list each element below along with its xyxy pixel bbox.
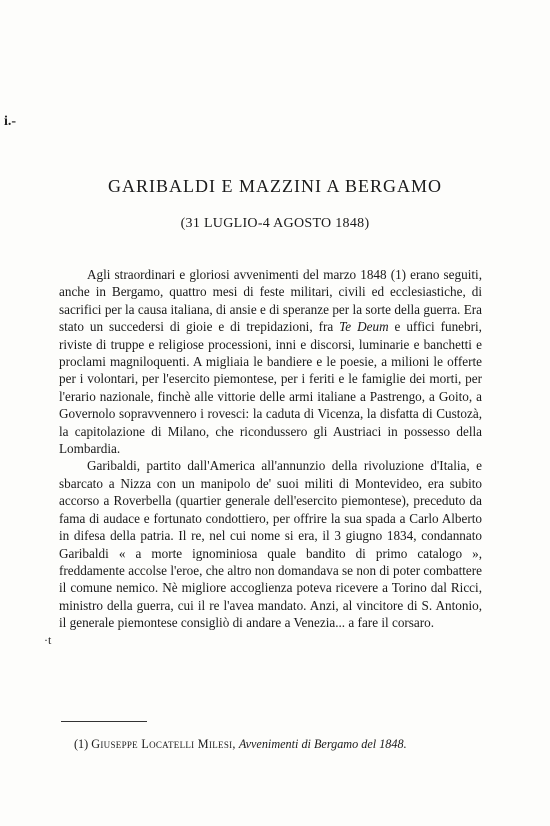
paragraph-2 <box>59 457 482 631</box>
footnote-author: Giuseppe Locatelli Milesi, <box>91 737 236 751</box>
paragraph-1 <box>59 266 482 457</box>
article-title: GARIBALDI E MAZZINI A BERGAMO <box>108 176 442 196</box>
footnote-year: 1848. <box>379 737 407 751</box>
footnote <box>74 737 494 752</box>
paragraph-1-text-after: e uffici funebri, riviste di truppe e religiose processioni, inni e discorsi, luminarie e banchetti e proclami magniloquenti. A migliaia le bandiere e le poesie, a milioni le offerte per i volontari, per l'esercito piemontese, per i feriti e le famiglie dei morti, per l'erario nazionale, finchè alle vittorie delle armi italiane a Pastrengo, a Goito, a Governolo sopravvennero i rovesci: la caduta di Vicenza, la disfatta di Custozà, la capitolazione di Milano, che ricondussero gli Austriaci in possesso della Lombardia. <box>59 319 482 457</box>
body-text <box>59 266 482 632</box>
footnote-marker: (1) <box>74 737 89 751</box>
article-subtitle: (31 LUGLIO-4 AGOSTO 1848) <box>180 216 370 231</box>
te-deum-italic: Te Deum <box>339 319 389 335</box>
footnote-work: Avvenimenti di Bergamo del <box>238 737 377 751</box>
margin-mark-top: i.- <box>4 114 17 129</box>
margin-mark-left: ·t <box>44 633 52 647</box>
paragraph-1-text: Agli straordinari e gloriosi avvenimenti del marzo 1848 (1) erano seguiti, anche in Bergamo, quattro mesi di feste militari, civili ed ecclesiastiche, di sacrifici per la causa italiana, di ansie e di speranze per la sorte della guerra. Era stato un succedersi di gioie e di trepidazioni, fra <box>59 267 482 335</box>
footnote-divider <box>61 721 147 722</box>
paragraph-2-text: Garibaldi, partito dall'America all'annunzio della rivoluzione d'Italia, e sbarcato a Nizza con un manipolo de' suoi militi di Montevideo, era subito accorso a Roverbella (quartier generale dell'esercito piemontese), preceduto da fama di audace e fortunato condottiero, per offrire la sua spada a Carlo Alberto in difesa della patria. Il re, nel cui nome si era, il 3 giugno 1834, condannato Garibaldi « a morte ignominiosa quale bandito di primo catalogo », freddamente accolse l'eroe, che altro non domandava se non di poter combattere il comune nemico. Nè migliore accoglienza poteva ricevere a Torino dal Ricci, ministro della guerra, cui il re l'avea mandato. Anzi, al vincitore di S. Antonio, il generale piemontese consigliò di andare a Venezia... a fare il corsaro. <box>59 458 482 631</box>
